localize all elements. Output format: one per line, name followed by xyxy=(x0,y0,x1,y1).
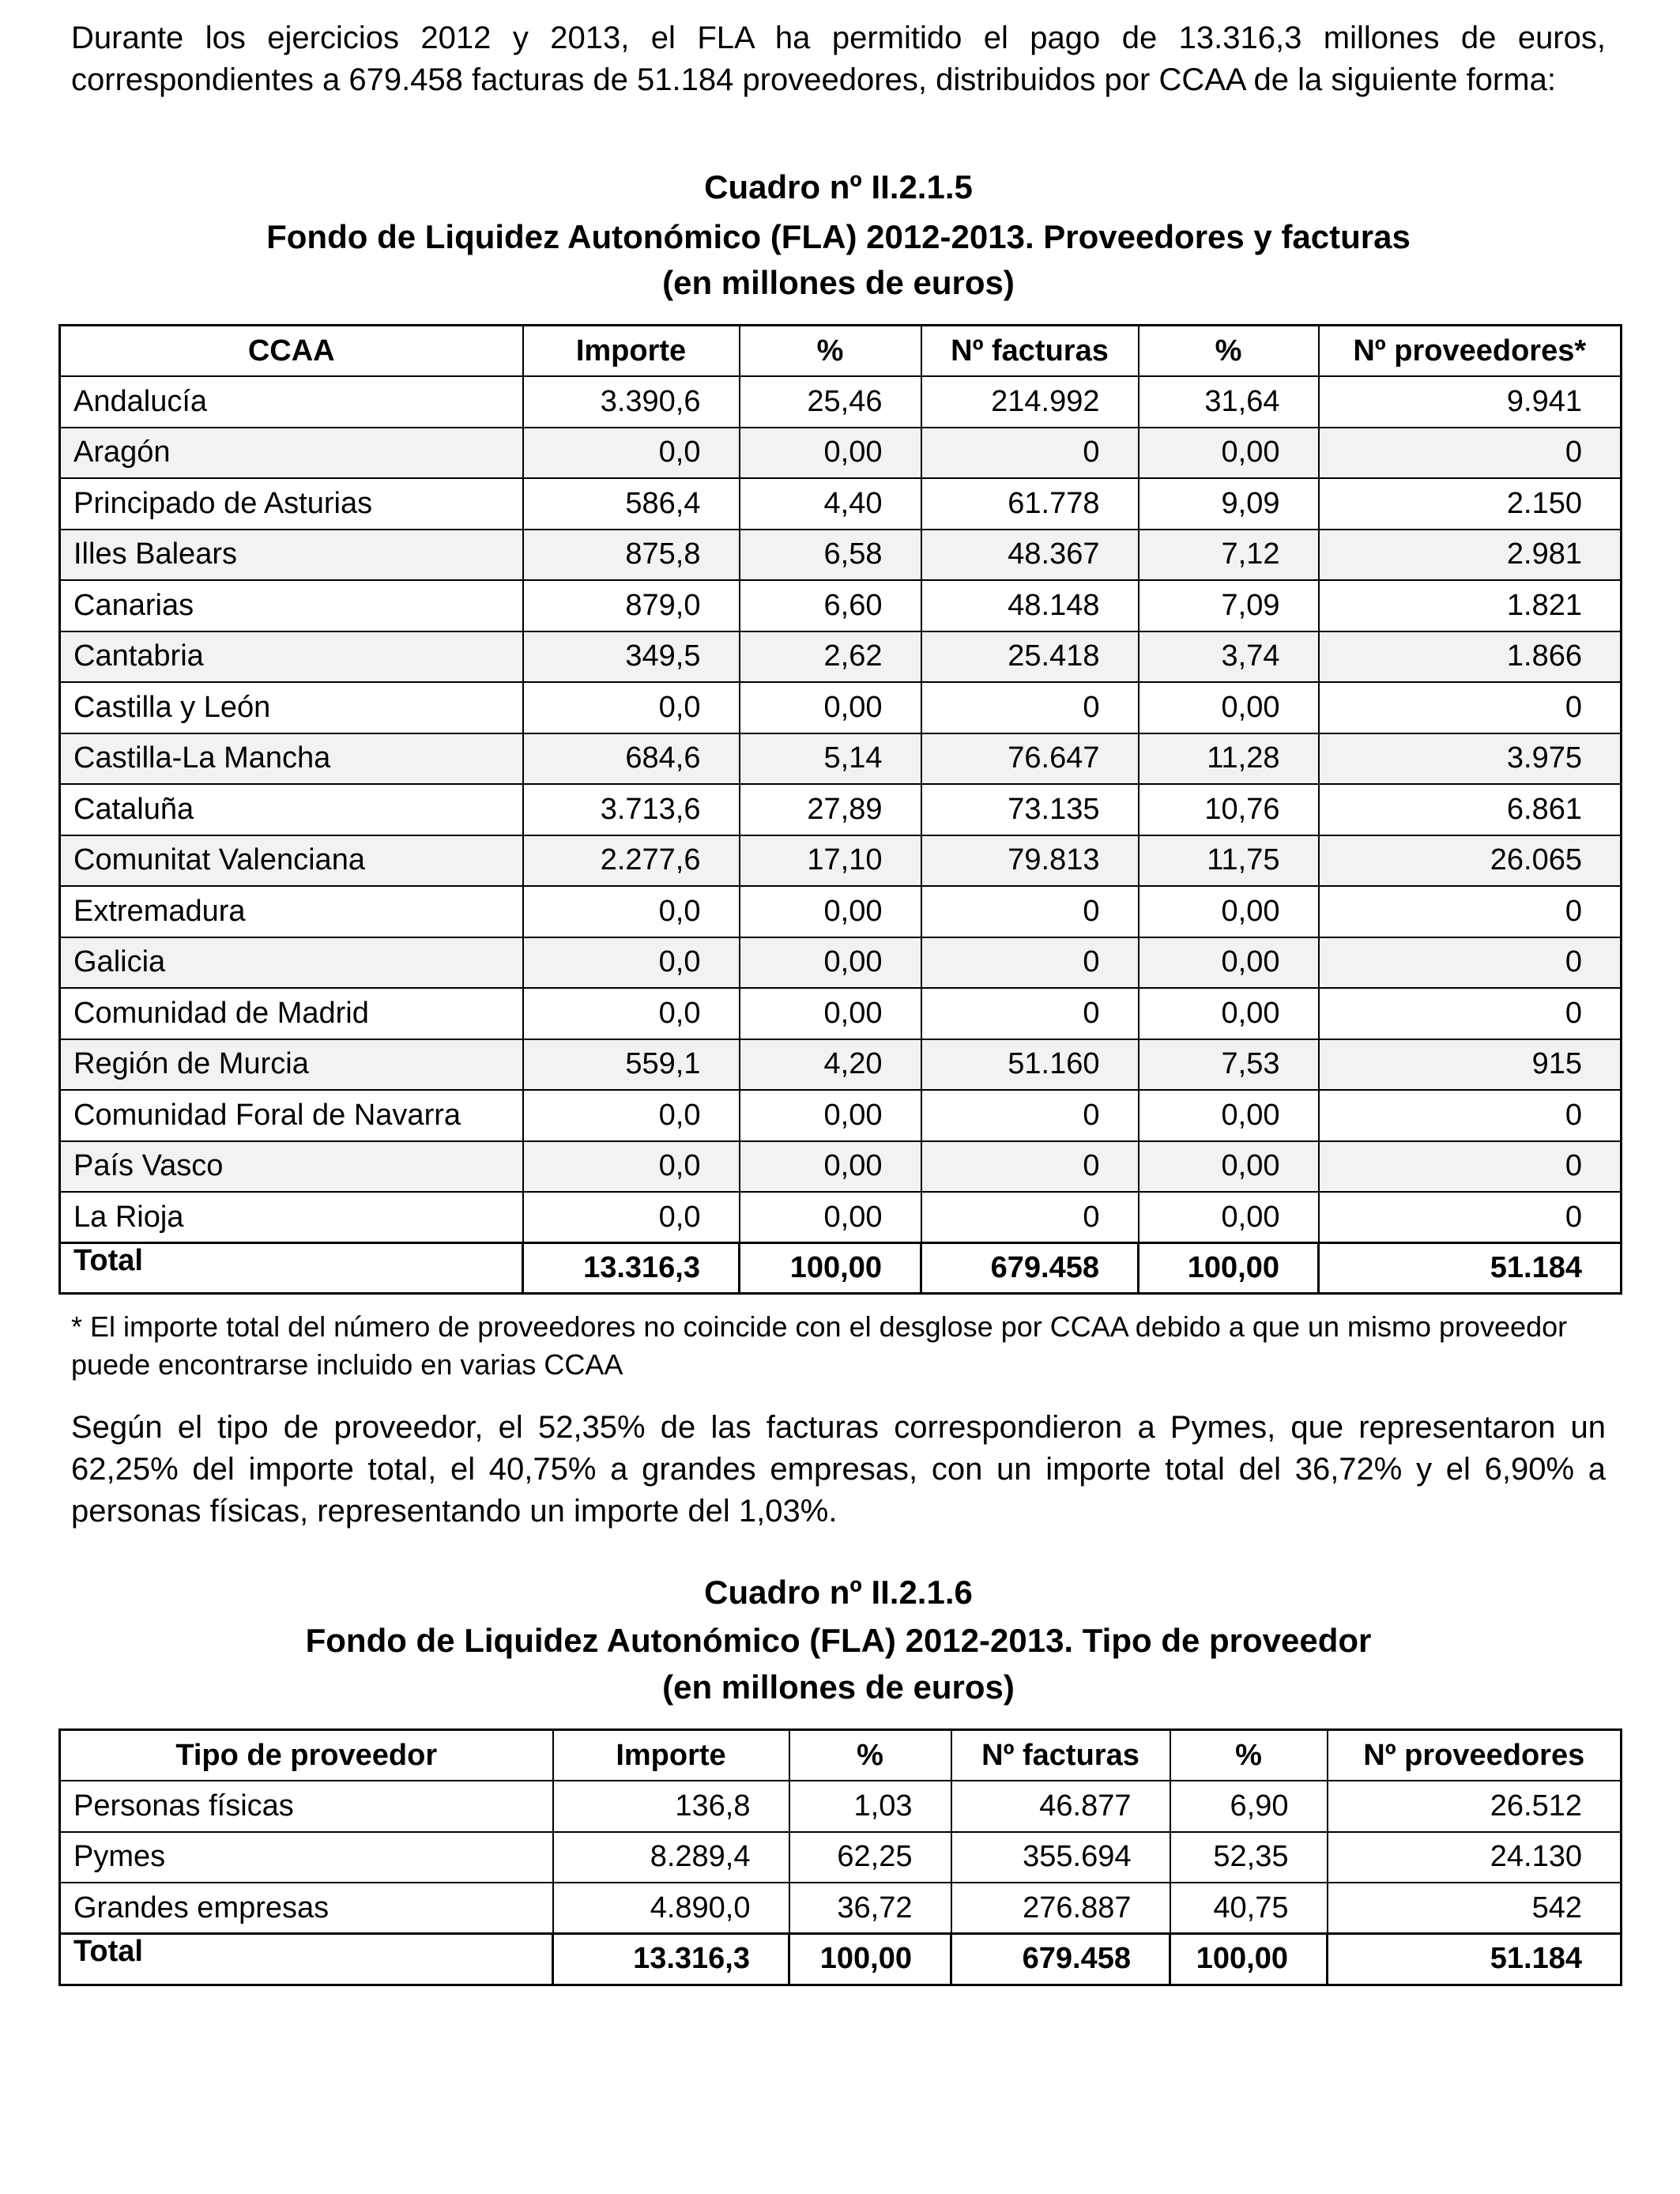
table-cell: 0,00 xyxy=(740,1192,921,1243)
table-cell: 879,0 xyxy=(523,580,740,631)
table-cell: 6,90 xyxy=(1170,1781,1328,1832)
table-cell: 76.647 xyxy=(921,733,1139,785)
table-row xyxy=(60,478,1622,530)
row-label: Extremadura xyxy=(60,886,523,937)
table-cell: 0,00 xyxy=(740,886,921,937)
table-cell: 0,0 xyxy=(523,682,740,733)
table-cell: 0 xyxy=(921,988,1139,1039)
column-header: Nº facturas xyxy=(921,326,1139,377)
row-label: Pymes xyxy=(60,1832,553,1883)
table-cell: 0 xyxy=(1319,886,1622,937)
middle-paragraph: Según el tipo de proveedor, el 52,35% de las facturas correspondieron a Pymes, que representaron un 62,25% del importe total, el 40,75% a grandes empresas, con un importe total del 36,72% y el 6,90% a personas físicas, representando un importe del 1,03%. xyxy=(71,1410,1606,1529)
table-cell: 40,75 xyxy=(1170,1883,1328,1934)
table-cell: 48.367 xyxy=(921,530,1139,581)
table-cell: 26.512 xyxy=(1328,1781,1622,1832)
table-cell: 0 xyxy=(921,886,1139,937)
table2-caption-title: Fondo de Liquidez Autonómico (FLA) 2012-2013. Tipo de proveedor xyxy=(305,1622,1372,1659)
row-label: Andalucía xyxy=(60,376,523,428)
table2-caption-number: Cuadro nº II.2.1.6 xyxy=(704,1574,973,1611)
table-cell: 2,62 xyxy=(740,631,921,683)
table-cell: 0,0 xyxy=(523,886,740,937)
table-cell: 100,00 xyxy=(1139,1243,1319,1294)
table-cell: 586,4 xyxy=(523,478,740,530)
table-row xyxy=(60,1141,1622,1193)
row-label: Galicia xyxy=(60,937,523,989)
table-cell: 0,0 xyxy=(523,937,740,989)
table-row xyxy=(60,784,1622,835)
table-cell: 679.458 xyxy=(951,1934,1170,1985)
table-row xyxy=(60,1781,1622,1832)
column-header: CCAA xyxy=(60,326,523,377)
table1-caption-units: (en millones de euros) xyxy=(662,264,1015,301)
column-header: Nº proveedores* xyxy=(1319,326,1622,377)
table-cell: 9,09 xyxy=(1139,478,1319,530)
table-cell: 1.866 xyxy=(1319,631,1622,683)
table-cell: 0,00 xyxy=(1139,988,1319,1039)
table-cell: 1,03 xyxy=(789,1781,951,1832)
table-cell: 875,8 xyxy=(523,530,740,581)
table-row xyxy=(60,530,1622,581)
table-cell: 0 xyxy=(1319,1192,1622,1243)
table-cell: 11,75 xyxy=(1139,835,1319,887)
table1-caption-number: Cuadro nº II.2.1.5 xyxy=(704,168,973,205)
row-label: Total xyxy=(60,1934,553,1985)
table-cell: 349,5 xyxy=(523,631,740,683)
table-cell: 1.821 xyxy=(1319,580,1622,631)
table-cell: 27,89 xyxy=(740,784,921,835)
table-cell: 8.289,4 xyxy=(553,1832,789,1883)
table-cell: 0 xyxy=(921,1141,1139,1193)
table1-caption-title: Fondo de Liquidez Autonómico (FLA) 2012-2013. Proveedores y facturas xyxy=(266,218,1411,255)
table-cell: 0,00 xyxy=(1139,428,1319,479)
table-cell: 0 xyxy=(921,937,1139,989)
row-label: Comunidad Foral de Navarra xyxy=(60,1090,523,1141)
table-cell: 2.277,6 xyxy=(523,835,740,887)
table-row xyxy=(60,1090,1622,1141)
row-label: Canarias xyxy=(60,580,523,631)
table-cell: 7,09 xyxy=(1139,580,1319,631)
table-cell: 0,00 xyxy=(1139,1090,1319,1141)
table-cell: 136,8 xyxy=(553,1781,789,1832)
table-cell: 9.941 xyxy=(1319,376,1622,428)
table-cell: 10,76 xyxy=(1139,784,1319,835)
table-cell: 3.713,6 xyxy=(523,784,740,835)
table-cell: 6.861 xyxy=(1319,784,1622,835)
table-cell: 276.887 xyxy=(951,1883,1170,1934)
row-label: País Vasco xyxy=(60,1141,523,1193)
table2-caption-units: (en millones de euros) xyxy=(662,1668,1015,1706)
table-cell: 684,6 xyxy=(523,733,740,785)
table-cell: 0 xyxy=(1319,988,1622,1039)
column-header: Nº proveedores xyxy=(1328,1730,1622,1781)
table-row xyxy=(60,835,1622,887)
row-label: Castilla-La Mancha xyxy=(60,733,523,785)
table1-footnote: * El importe total del número de proveedores no coincide con el desglose por CCAA debido a que un mismo proveedor puede encontrarse incluido en varias CCAA xyxy=(71,1310,1568,1381)
table-cell: 0,00 xyxy=(1139,1141,1319,1193)
table-cell: 0,0 xyxy=(523,1141,740,1193)
table-cell: 3,74 xyxy=(1139,631,1319,683)
table-cell: 0 xyxy=(1319,1090,1622,1141)
row-label: Illes Balears xyxy=(60,530,523,581)
table-cell: 52,35 xyxy=(1170,1832,1328,1883)
table-cell: 0,0 xyxy=(523,428,740,479)
table-cell: 0,00 xyxy=(1139,1192,1319,1243)
row-label: Personas físicas xyxy=(60,1781,553,1832)
table-row xyxy=(60,376,1622,428)
column-header: Importe xyxy=(553,1730,789,1781)
table-cell: 0,00 xyxy=(1139,682,1319,733)
table-cell: 214.992 xyxy=(921,376,1139,428)
table-cell: 3.390,6 xyxy=(523,376,740,428)
table-cell: 100,00 xyxy=(740,1243,921,1294)
column-header: Importe xyxy=(523,326,740,377)
table-cell: 7,53 xyxy=(1139,1039,1319,1091)
table-cell: 0,0 xyxy=(523,988,740,1039)
table-cell: 51.184 xyxy=(1319,1243,1622,1294)
table-cell: 25.418 xyxy=(921,631,1139,683)
table-cell: 0 xyxy=(1319,682,1622,733)
table-cell: 559,1 xyxy=(523,1039,740,1091)
column-header: % xyxy=(789,1730,951,1781)
table-row xyxy=(60,428,1622,479)
table-cell: 0 xyxy=(1319,1141,1622,1193)
column-header: Tipo de proveedor xyxy=(60,1730,553,1781)
header-row xyxy=(60,1730,1622,1781)
table-cell: 17,10 xyxy=(740,835,921,887)
table-cell: 25,46 xyxy=(740,376,921,428)
table-row xyxy=(60,682,1622,733)
table-cell: 0,00 xyxy=(740,937,921,989)
table-cell: 542 xyxy=(1328,1883,1622,1934)
table-cell: 2.150 xyxy=(1319,478,1622,530)
table-cell: 51.184 xyxy=(1328,1934,1622,1985)
table-cell: 0,0 xyxy=(523,1090,740,1141)
table-cell: 13.316,3 xyxy=(553,1934,789,1985)
column-header: % xyxy=(1139,326,1319,377)
table-cell: 0,00 xyxy=(740,682,921,733)
table-cell: 2.981 xyxy=(1319,530,1622,581)
table-cell: 5,14 xyxy=(740,733,921,785)
row-label: Grandes empresas xyxy=(60,1883,553,1934)
table-row xyxy=(60,580,1622,631)
row-label: Principado de Asturias xyxy=(60,478,523,530)
table-cell: 0 xyxy=(921,428,1139,479)
table-cell: 24.130 xyxy=(1328,1832,1622,1883)
table-cell: 13.316,3 xyxy=(523,1243,740,1294)
table-row xyxy=(60,937,1622,989)
table-cell: 0 xyxy=(921,1192,1139,1243)
table-row xyxy=(60,988,1622,1039)
table-row xyxy=(60,631,1622,683)
row-label: Aragón xyxy=(60,428,523,479)
total-row xyxy=(60,1243,1622,1294)
table-cell: 0 xyxy=(1319,428,1622,479)
table-cell: 100,00 xyxy=(1170,1934,1328,1985)
table-cell: 0,00 xyxy=(740,988,921,1039)
table-cell: 79.813 xyxy=(921,835,1139,887)
table-row xyxy=(60,1883,1622,1934)
table-cell: 36,72 xyxy=(789,1883,951,1934)
table-cell: 355.694 xyxy=(951,1832,1170,1883)
table-row xyxy=(60,1832,1622,1883)
table-cell: 0,00 xyxy=(740,1141,921,1193)
table-cell: 0 xyxy=(921,682,1139,733)
column-header: % xyxy=(1170,1730,1328,1781)
intro-paragraph: Durante los ejercicios 2012 y 2013, el FLA ha permitido el pago de 13.316,3 millones de euros, correspondientes a 679.458 facturas de 51.184 proveedores, distribuidos por CCAA de la siguiente forma: xyxy=(71,21,1606,97)
row-label: Cataluña xyxy=(60,784,523,835)
table-cell: 0,0 xyxy=(523,1192,740,1243)
table-cell: 100,00 xyxy=(789,1934,951,1985)
table-cell: 4,40 xyxy=(740,478,921,530)
table-cell: 0,00 xyxy=(740,1090,921,1141)
provider-type-table xyxy=(58,1728,1622,1986)
column-header: Nº facturas xyxy=(951,1730,1170,1781)
table-cell: 3.975 xyxy=(1319,733,1622,785)
row-label: Comunidad de Madrid xyxy=(60,988,523,1039)
providers-invoices-table xyxy=(58,324,1622,1295)
table-cell: 4,20 xyxy=(740,1039,921,1091)
table-cell: 26.065 xyxy=(1319,835,1622,887)
row-label: Total xyxy=(60,1243,523,1294)
table-cell: 73.135 xyxy=(921,784,1139,835)
table-cell: 4.890,0 xyxy=(553,1883,789,1934)
table-cell: 915 xyxy=(1319,1039,1622,1091)
table-cell: 7,12 xyxy=(1139,530,1319,581)
row-label: La Rioja xyxy=(60,1192,523,1243)
header-row xyxy=(60,326,1622,377)
table-cell: 0 xyxy=(1319,937,1622,989)
table-cell: 61.778 xyxy=(921,478,1139,530)
table-row xyxy=(60,733,1622,785)
table-cell: 6,58 xyxy=(740,530,921,581)
table-cell: 31,64 xyxy=(1139,376,1319,428)
table-cell: 46.877 xyxy=(951,1781,1170,1832)
table-cell: 0,00 xyxy=(1139,886,1319,937)
table-cell: 0,00 xyxy=(740,428,921,479)
table-row xyxy=(60,1039,1622,1091)
table-cell: 11,28 xyxy=(1139,733,1319,785)
row-label: Comunitat Valenciana xyxy=(60,835,523,887)
table-row xyxy=(60,886,1622,937)
table-cell: 48.148 xyxy=(921,580,1139,631)
table-cell: 0 xyxy=(921,1090,1139,1141)
total-row xyxy=(60,1934,1622,1985)
row-label: Región de Murcia xyxy=(60,1039,523,1091)
row-label: Castilla y León xyxy=(60,682,523,733)
table-row xyxy=(60,1192,1622,1243)
table-cell: 0,00 xyxy=(1139,937,1319,989)
table-cell: 62,25 xyxy=(789,1832,951,1883)
table-cell: 51.160 xyxy=(921,1039,1139,1091)
column-header: % xyxy=(740,326,921,377)
table-cell: 679.458 xyxy=(921,1243,1139,1294)
row-label: Cantabria xyxy=(60,631,523,683)
table-cell: 6,60 xyxy=(740,580,921,631)
